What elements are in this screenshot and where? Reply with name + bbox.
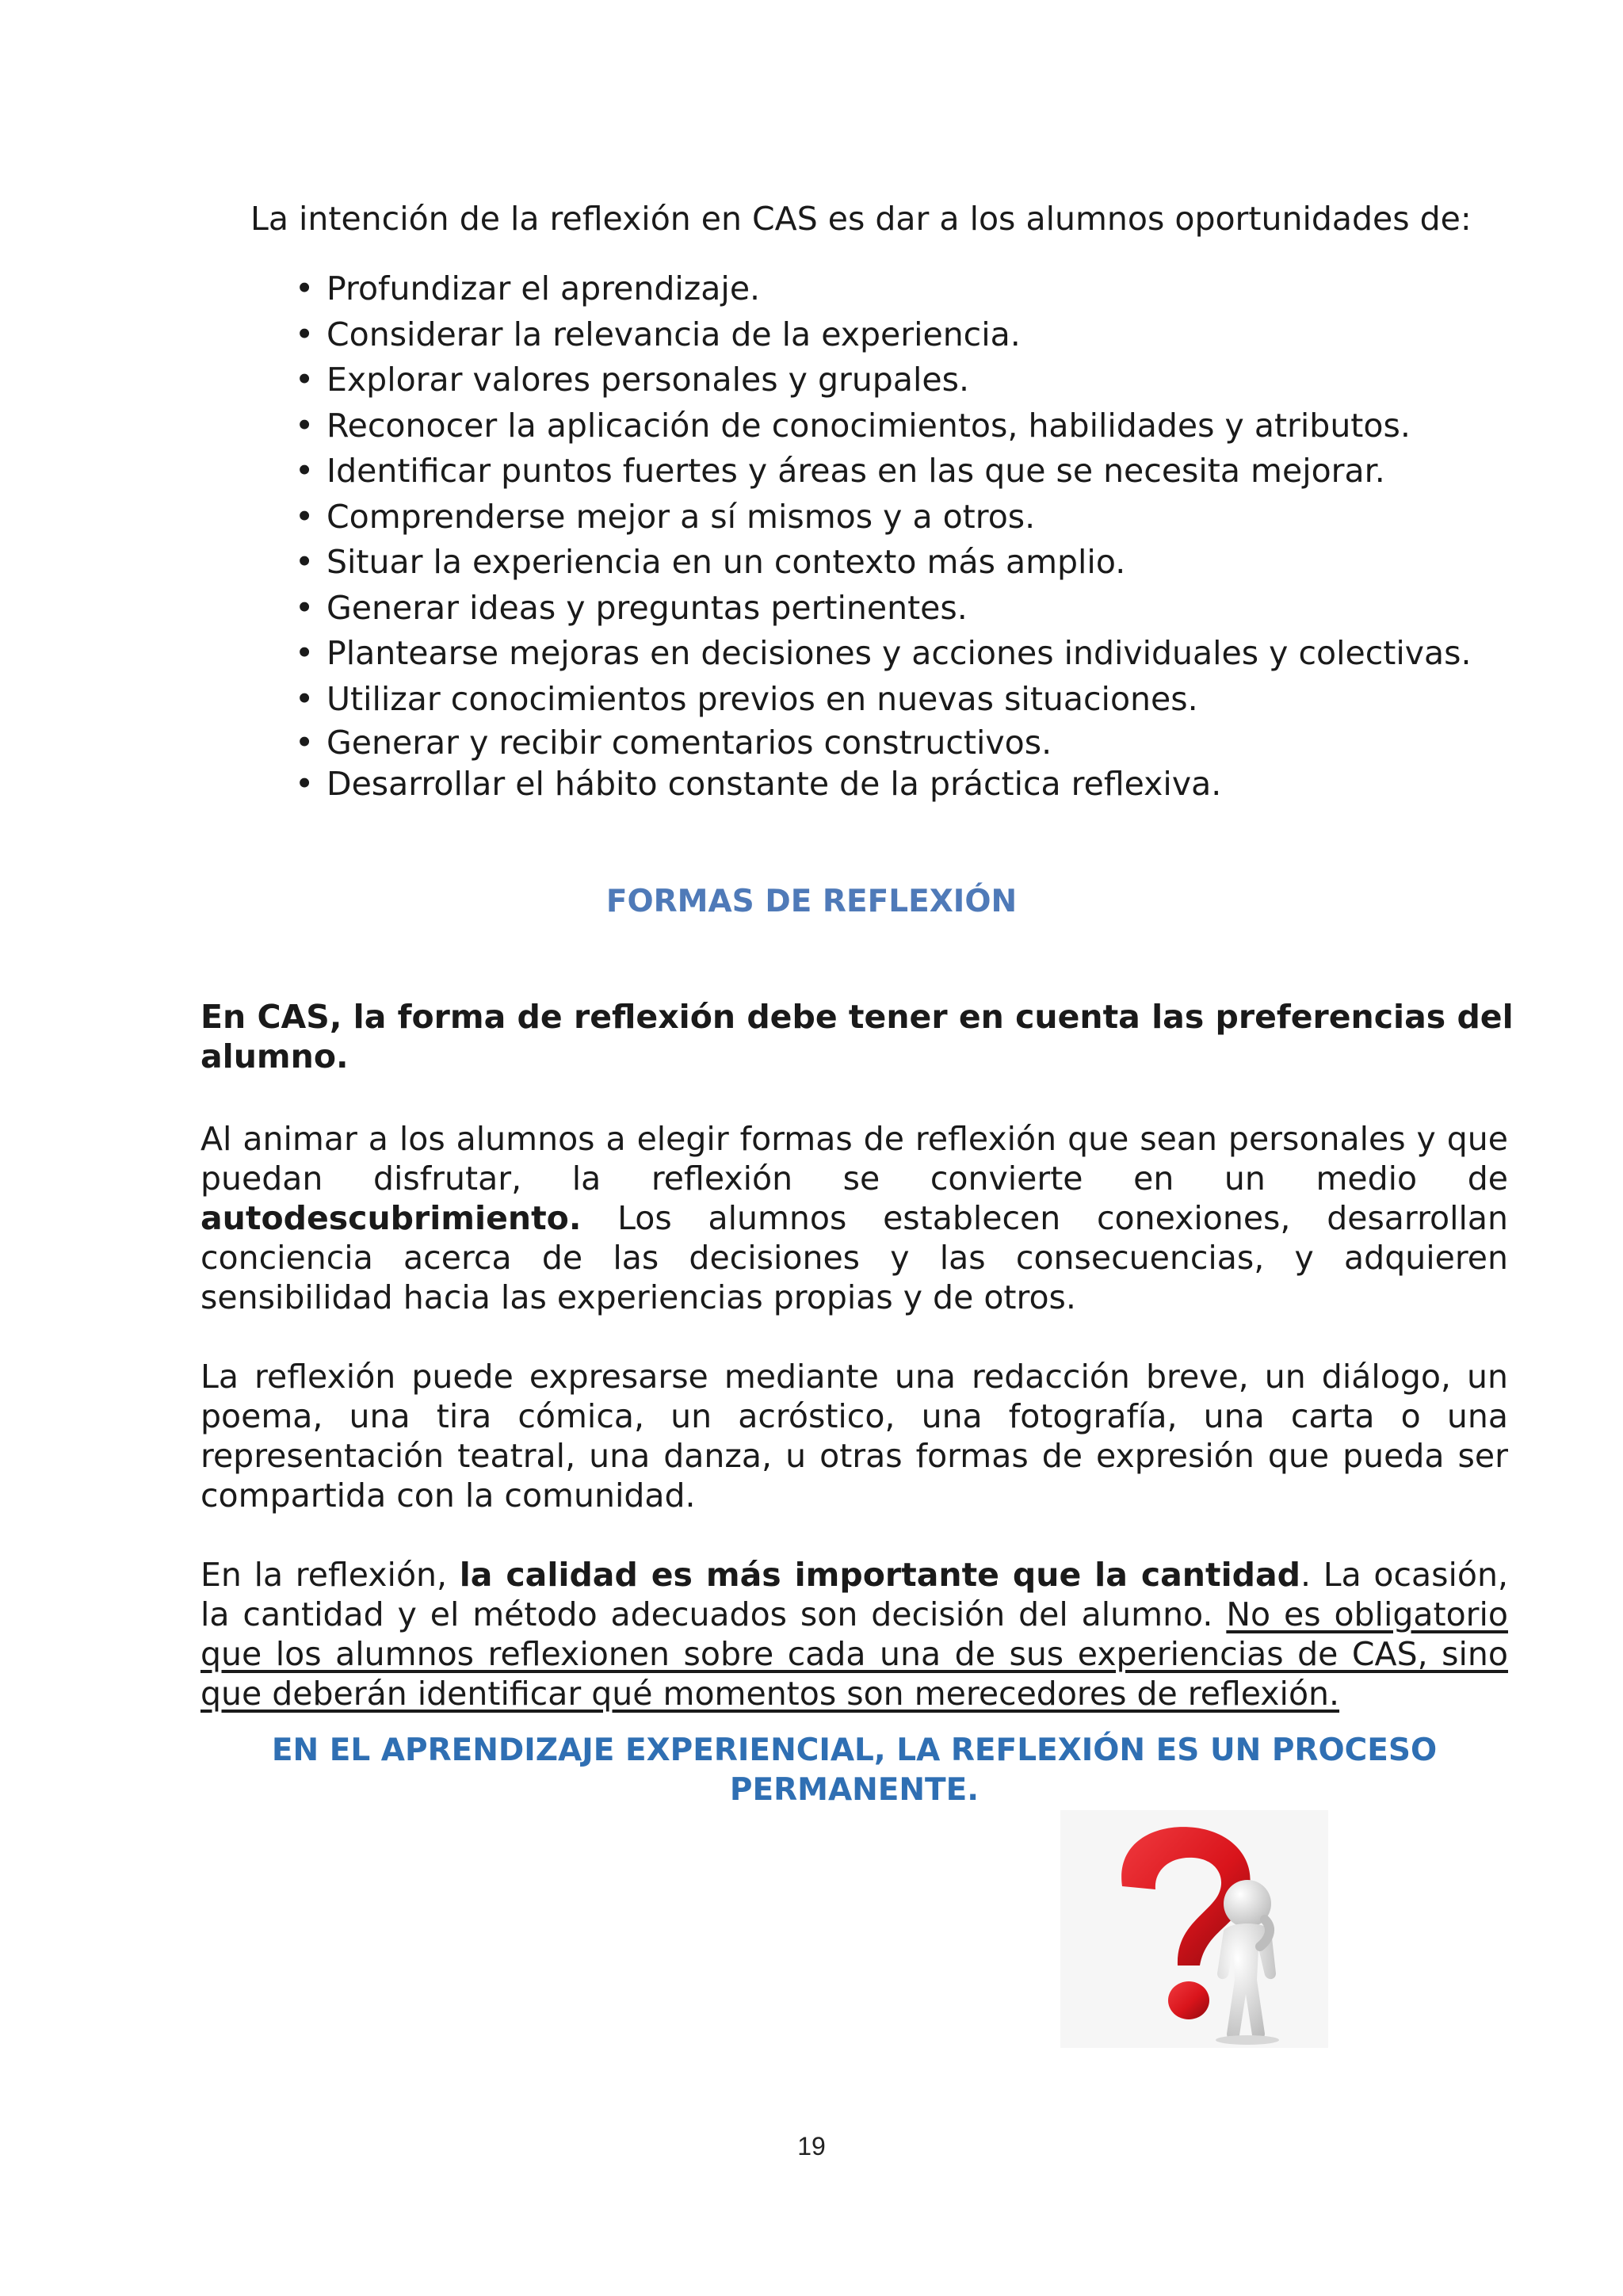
section-heading-formas: FORMAS DE REFLEXIÓN xyxy=(605,884,1018,919)
list-item: • Comprenderse mejor a sí mismos y a otros. xyxy=(295,495,1563,541)
page-number: 19 xyxy=(797,2132,826,2160)
intro-text: La intención de la reflexión en CAS es dar a los alumnos oportunidades de: xyxy=(250,200,1472,238)
list-item: • Desarrollar el hábito constante de la práctica reflexiva. xyxy=(295,765,1222,803)
paragraph-expression-forms: La reflexión puede expresarse mediante una redacción breve, un diálogo, un poema, una tira cómica, un acróstico, una fotografía, una carta o una representación teatral, una danza, u otras formas de expresión que pueda ser compartida con la comunidad. xyxy=(200,1358,1508,1515)
objectives-list xyxy=(295,266,1563,804)
bold-term: autodescubrimiento. xyxy=(200,1199,582,1237)
list-item: • Explorar valores personales y grupales. xyxy=(295,357,1563,403)
list-item: • Generar ideas y preguntas pertinentes. xyxy=(295,586,1563,632)
paragraph-autodescubrimiento: Al animar a los alumnos a elegir formas de reflexión que sean personales y que puedan disfrutar, la reflexión se convierte en un medio de autodescubrimiento. Los alumnos establecen conexiones, desarrollan conciencia acerca de las decisiones y las consecuencias, y adquieren sensibilidad hacia las experiencias propias y de otros. xyxy=(200,1120,1508,1316)
list-item: • Plantearse mejoras en decisiones y acciones individuales y colectivas. xyxy=(295,631,1563,677)
list-item: • Generar y recibir comentarios constructivos. xyxy=(295,724,1052,762)
list-item: • Situar la experiencia en un contexto más amplio. xyxy=(295,540,1563,586)
bullet-icon: • xyxy=(295,765,315,803)
bullet-icon: • xyxy=(295,497,315,536)
bullet-icon: • xyxy=(295,679,315,718)
bold-quality-statement: la calidad es más importante que la cantidad xyxy=(459,1556,1301,1594)
list-item: • Profundizar el aprendizaje. xyxy=(295,266,1563,312)
bullet-icon: • xyxy=(295,634,315,672)
paragraph-quality: En la reflexión, la calidad es más importante que la cantidad. La ocasión, la cantidad y el método adecuados son decisión del alumno. No es obligatorio que los alumnos reflexionen sobre cada una de sus experiencias de CAS, sino que deberán identificar qué momentos son merecedores de reflexión. xyxy=(200,1556,1508,1713)
list-item: • Considerar la relevancia de la experiencia. xyxy=(295,312,1563,358)
underlined-statement: No es obligatorio que los alumnos reflexionen sobre cada una de sus experiencias de CAS, sino que deberán identificar qué momentos son merecedores de reflexión. xyxy=(200,1595,1508,1713)
lead-statement: En CAS, la forma de reflexión debe tener en cuenta las preferencias del alumno. xyxy=(200,998,1514,1075)
bullet-icon: • xyxy=(295,452,315,490)
bullet-icon: • xyxy=(295,361,315,399)
bullet-icon: • xyxy=(295,269,315,308)
bullet-icon: • xyxy=(295,406,315,445)
bullet-icon: • xyxy=(295,315,315,353)
bullet-icon: • xyxy=(295,543,315,581)
bullet-icon: • xyxy=(295,724,315,762)
list-item: • Reconocer la aplicación de conocimientos, habilidades y atributos. xyxy=(295,403,1563,449)
list-item: • Identificar puntos fuertes y áreas en las que se necesita mejorar. xyxy=(295,449,1563,495)
bullet-icon: • xyxy=(295,588,315,627)
section-heading-aprendizaje: EN EL APRENDIZAJE EXPERIENCIAL, LA REFLEXIÓN ES UN PROCESO PERMANENTE. xyxy=(271,1733,1438,1808)
list-item: • Utilizar conocimientos previos en nuevas situaciones. xyxy=(295,677,1563,723)
question-mark-figure-icon xyxy=(1060,1810,1328,2048)
